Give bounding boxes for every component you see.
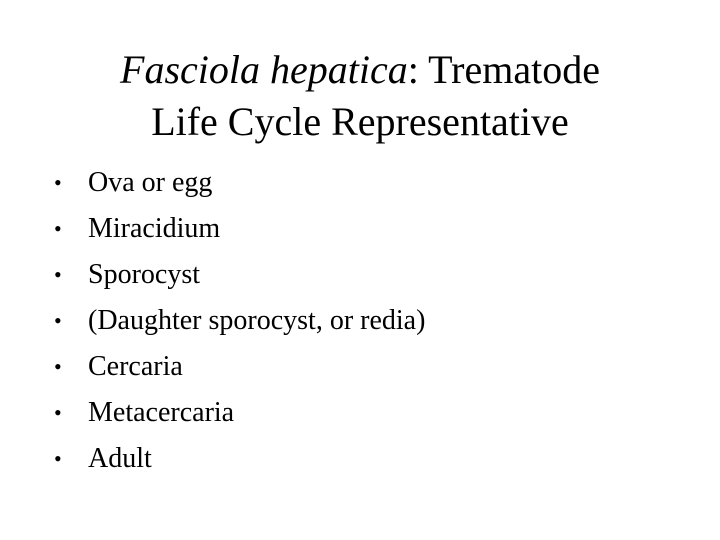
list-item [54,298,425,344]
title-suffix: : Trematode [407,47,600,92]
list-item-text: Sporocyst [88,259,200,290]
list-item [54,436,425,482]
list-item [54,344,425,390]
list-item [54,160,425,206]
list-item [54,206,425,252]
list-item-text: Cercaria [88,351,183,382]
bullet-icon: • [54,216,62,241]
bullet-icon: • [54,262,62,287]
list-item-text: Miracidium [88,213,221,244]
title-line-1 [40,44,680,96]
list-item-text: Adult [88,443,152,474]
life-cycle-list [54,160,425,482]
bullet-icon: • [54,170,62,195]
bullet-icon: • [54,446,62,471]
bullet-icon: • [54,308,62,333]
title-line-2: Life Cycle Representative [151,99,569,144]
list-item [54,390,425,436]
title-species-name: Fasciola hepatica [120,47,408,92]
list-item-text: Ova or egg [88,167,213,198]
list-item-text: (Daughter sporocyst, or redia) [88,305,426,336]
bullet-icon: • [54,354,62,379]
bullet-icon: • [54,400,62,425]
list-item [54,252,425,298]
list-item-text: Metacercaria [88,397,235,428]
slide-title [40,44,680,148]
